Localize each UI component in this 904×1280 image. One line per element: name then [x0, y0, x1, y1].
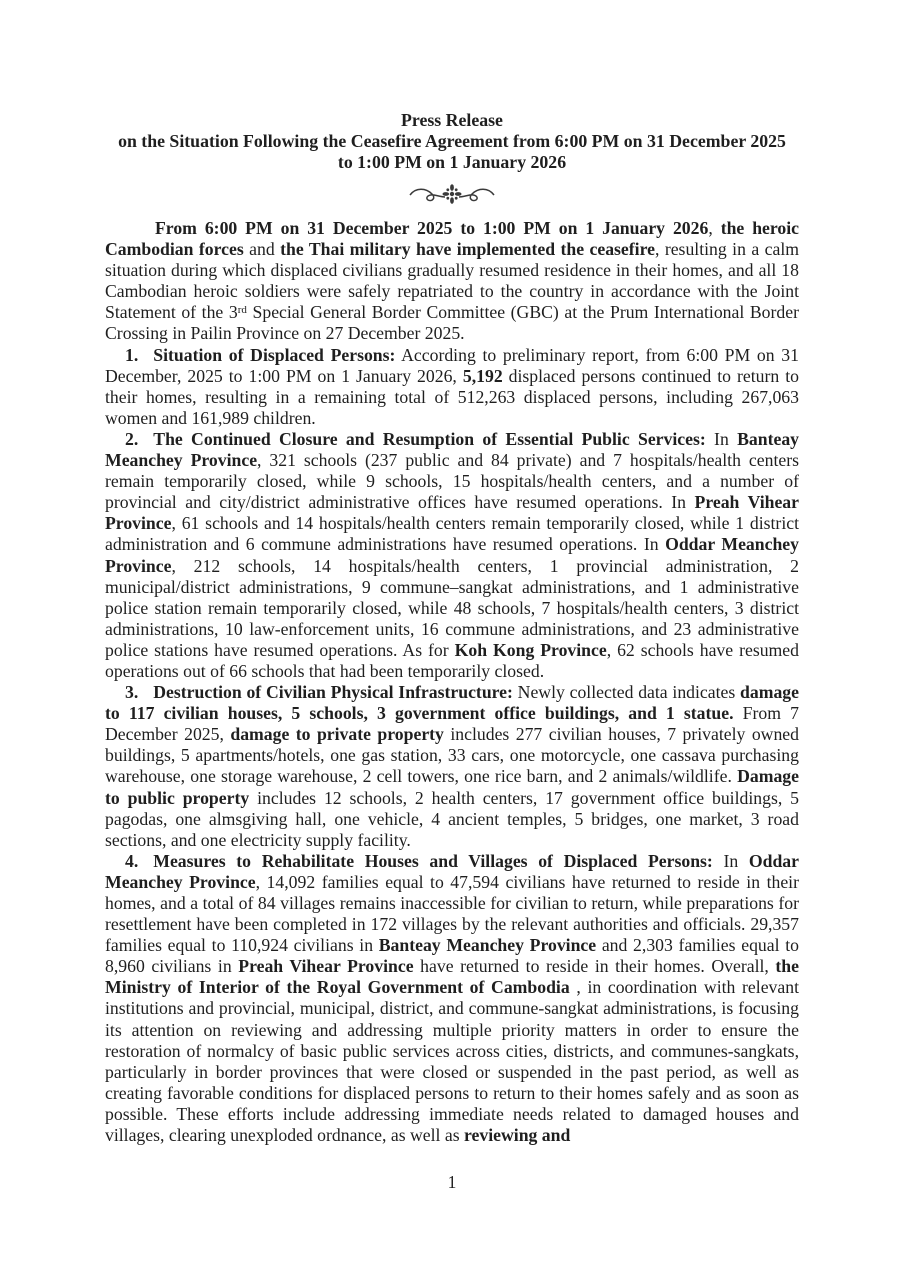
paragraph-intro: From 6:00 PM on 31 December 2025 to 1:00 PM on 1 January 2026, the heroic Cambodian forces and the Thai military have implemented the ceasefire, resulting in a calm situation during which displaced civilians gradually resumed residence in their homes, and all 18 Cambodian heroic soldiers were safely repatriated to the country in accordance with the Joint Statement of the 3rd Special General Border Committee (GBC) at the Prum International Border Crossing in Pailin Province on 27 December 2025. [105, 218, 800, 344]
document-body [105, 218, 799, 1146]
paragraph-item-3: 3. Destruction of Civilian Physical Infrastructure: Newly collected data indicates damage to 117 civilian houses, 5 schools, 3 government office buildings, and 1 statue. From 7 December 2025, damage to private property includes 277 civilian houses, 7 privately owned buildings, 5 apartments/hotels, one gas station, 33 cars, one motorcycle, one cassava purchasing warehouse, one storage warehouse, 2 cell towers, one rice barn, and 2 animals/wildlife. Damage to public property includes 12 schools, 2 health centers, 17 government office buildings, 5 pagodas, one almsgiving hall, one vehicle, 4 ancient temples, 5 bridges, one market, 3 road sections, and one electricity supply facility. [105, 682, 799, 850]
page-number: 1 [447, 1172, 457, 1192]
document-content [105, 0, 799, 1146]
paragraph-item-2: 2. The Continued Closure and Resumption of Essential Public Services: In Banteay Meanchey Province, 321 schools (237 public and 84 private) and 7 hospitals/health centers remain temporarily closed, while 9 schools, 15 hospitals/health centers, and a number of provincial and city/district administrative offices have resumed operations. In Preah Vihear Province, 61 schools and 14 hospitals/health centers remain temporarily closed, while 1 district administration and 6 commune administrations have resumed operations. In Oddar Meanchey Province, 212 schools, 14 hospitals/health centers, 1 provincial administration, 2 municipal/district administrations, 9 commune–sangkat administrations, and 1 administrative police station remain temporarily closed, while 48 schools, 7 hospitals/health centers, 3 district administrations, 10 law-enforcement units, 16 commune administrations, and 23 administrative police stations have resumed operations. As for Koh Kong Province, 62 schools have resumed operations out of 66 schools that had been temporarily closed. [105, 428, 799, 681]
paragraph-item-1: 1. Situation of Displaced Persons: According to preliminary report, from 6:00 PM on 31 December, 2025 to 1:00 PM on 1 January 2026, 5,192 displaced persons continued to return to their homes, resulting in a remaining total of 512,263 displaced persons, including 267,063 women and 161,989 children. [105, 344, 799, 428]
document-title [105, 110, 799, 173]
paragraph-item-4: 4. Measures to Rehabilitate Houses and Villages of Displaced Persons: In Oddar Meanchey Province, 14,092 families equal to 47,594 civilians have returned to reside in their homes, and a total of 84 villages remains inaccessible for civilian to return, while preparations for resettlement have been completed in 172 villages by the relevant authorities and officials. 29,357 families equal to 110,924 civilians in Banteay Meanchey Province and 2,303 families equal to 8,960 civilians in Preah Vihear Province have returned to reside in their homes. Overall, the Ministry of Interior of the Royal Government of Cambodia , in coordination with relevant institutions and provincial, municipal, district, and commune-sangkat administrations, is focusing its attention on reviewing and addressing multiple priority matters in order to ensure the restoration of normalcy of basic public services across cities, districts, and communes-sangkats, particularly in border provinces that were closed or suspended in the past period, as well as creating favorable conditions for displaced persons to return to their homes safely and as soon as possible. These efforts include addressing immediate needs related to damaged houses and villages, clearing unexploded ordnance, as well as reviewing and [105, 850, 800, 1146]
title-line-3: to 1:00 PM on 1 January 2026 [337, 152, 567, 172]
floral-divider-icon [105, 182, 799, 208]
title-line-2: on the Situation Following the Ceasefire Agreement from 6:00 PM on 31 December 2025 [118, 131, 786, 151]
title-line-1: Press Release [401, 110, 503, 130]
